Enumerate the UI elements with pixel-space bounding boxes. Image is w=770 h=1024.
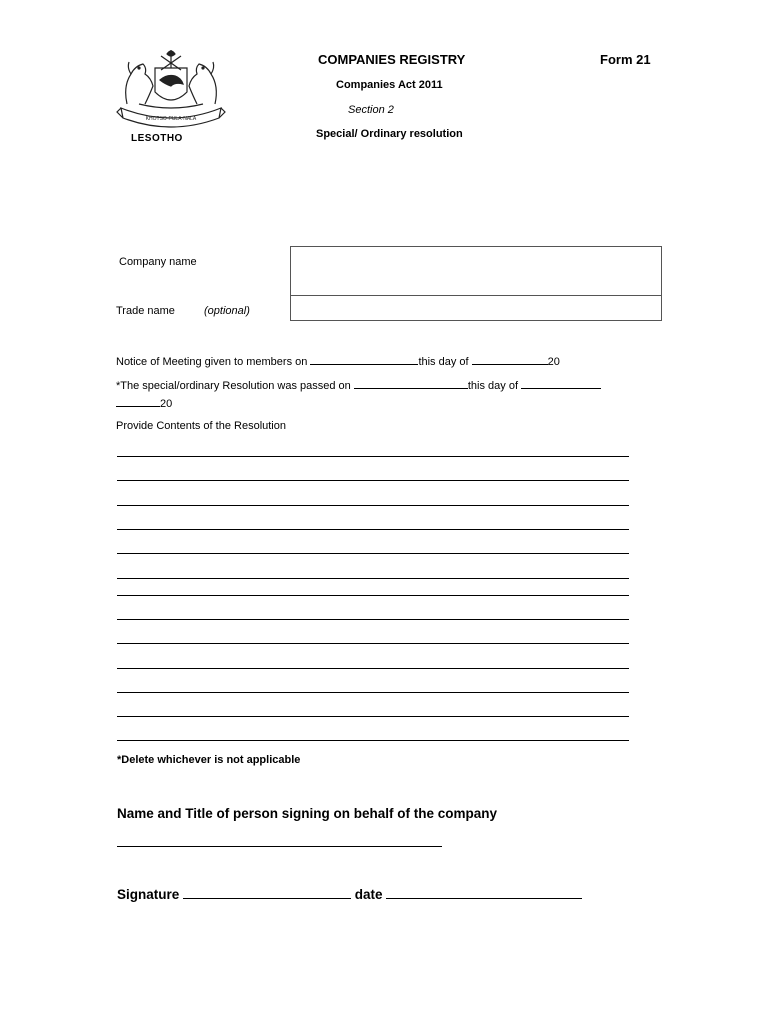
notice-prefix: Notice of Meeting given to members on: [116, 356, 308, 368]
crest-motto: KHOTSO·PULA·NALA: [145, 116, 197, 122]
passed-middle: this day of: [467, 380, 519, 392]
form-number: Form 21: [600, 52, 651, 67]
passed-year-blank[interactable]: [116, 396, 160, 407]
resolution-type: Special/ Ordinary resolution: [316, 128, 463, 140]
company-name-field[interactable]: [290, 246, 662, 296]
passed-month-blank[interactable]: [521, 378, 601, 389]
trade-name-optional-note: (optional): [204, 305, 250, 317]
coat-of-arms-emblem: [115, 46, 227, 132]
resolution-content-line[interactable]: [117, 578, 629, 579]
notice-middle: this day of: [418, 356, 469, 368]
resolution-content-line[interactable]: [117, 716, 629, 717]
resolution-content-line[interactable]: [117, 692, 629, 693]
trade-name-field[interactable]: [290, 295, 662, 321]
passed-prefix: *The special/ordinary Resolution was passed on: [116, 380, 351, 392]
registry-title: COMPANIES REGISTRY: [318, 52, 466, 67]
passed-year-prefix: 20: [160, 398, 173, 410]
resolution-content-line[interactable]: [117, 529, 629, 530]
resolution-passed-year-line: [116, 396, 172, 410]
contents-label: Provide Contents of the Resolution: [116, 420, 286, 432]
resolution-content-line[interactable]: [117, 619, 629, 620]
resolution-content-line[interactable]: [117, 668, 629, 669]
trade-name-label: Trade name: [116, 305, 175, 317]
resolution-content-line[interactable]: [117, 740, 629, 741]
signatory-name-line[interactable]: [117, 846, 442, 847]
coat-of-arms-icon: [115, 46, 227, 132]
resolution-content-line[interactable]: [117, 643, 629, 644]
signatory-title: Name and Title of person signing on behalf of the company: [117, 806, 498, 821]
notice-month-blank[interactable]: [472, 354, 548, 365]
company-name-label: Company name: [119, 256, 197, 268]
date-label: date: [354, 887, 383, 902]
date-blank[interactable]: [386, 886, 582, 899]
act-reference: Companies Act 2011: [336, 79, 443, 91]
signature-blank[interactable]: [183, 886, 351, 899]
resolution-passed-line: [116, 378, 601, 392]
country-label: LESOTHO: [131, 133, 183, 144]
delete-not-applicable-note: *Delete whichever is not applicable: [117, 754, 301, 766]
resolution-content-line[interactable]: [117, 480, 629, 481]
notice-date-blank[interactable]: [310, 354, 418, 365]
section-reference: Section 2: [348, 104, 394, 116]
notice-of-meeting-line: [116, 354, 560, 368]
signature-date-row: [117, 886, 582, 902]
notice-year-prefix: 20: [547, 356, 560, 368]
resolution-content-line[interactable]: [117, 553, 629, 554]
resolution-content-line[interactable]: [117, 456, 629, 457]
resolution-content-line[interactable]: [117, 505, 629, 506]
resolution-content-line[interactable]: [117, 595, 629, 596]
signature-label: Signature: [117, 887, 180, 902]
passed-date-blank[interactable]: [354, 378, 468, 389]
